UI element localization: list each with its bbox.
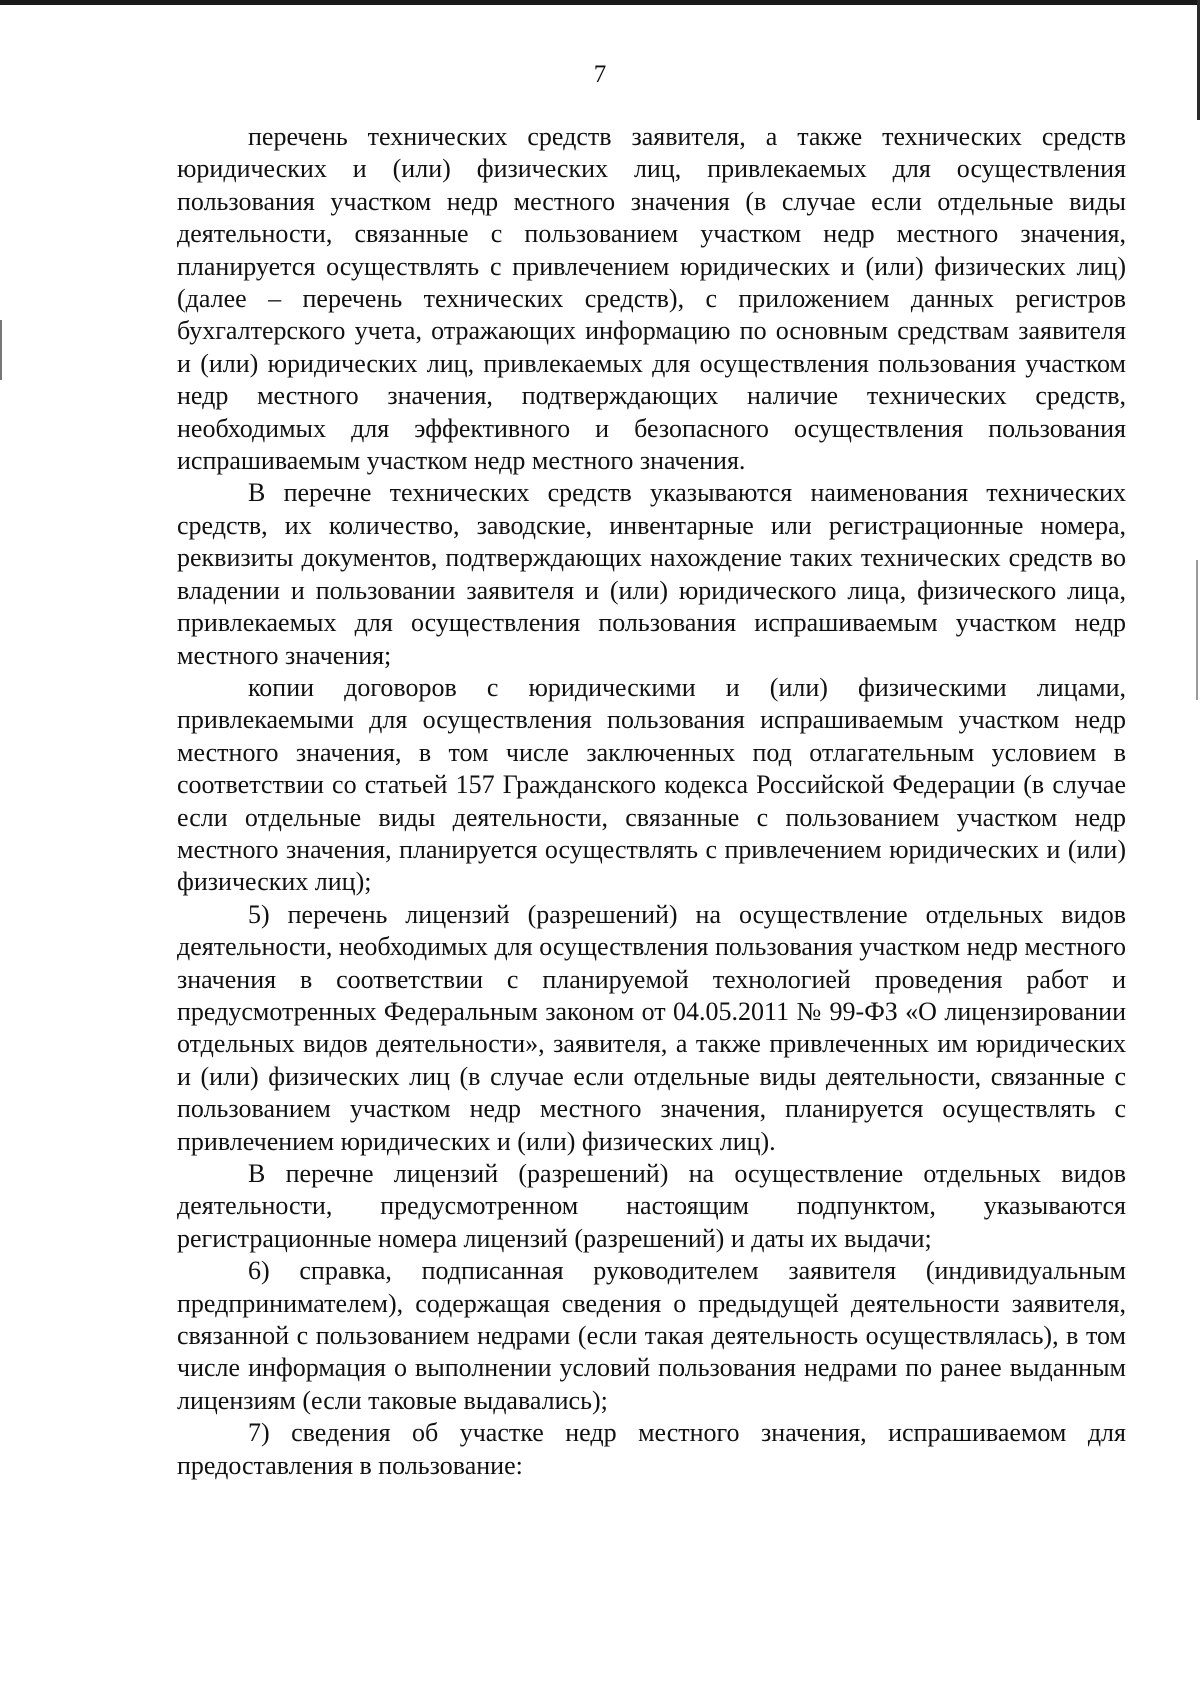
paragraph-contract-copies: копии договоров с юридическими и (или) физическими лицами, привлекаемыми для осуществления пользования испрашиваемым участком недр местного значения, в том числе заключенных под отлагательным условием в соответствии со статьей 157 Гражданского кодекса Российской Федерации (в случае если отдельные виды деятельности, связанные с пользованием участком недр местного значения, планируется осуществлять с привлечением юридических и (или) физических лиц); [177, 672, 1126, 897]
document-body [177, 121, 1126, 1482]
paragraph-licenses-details: В перечне лицензий (разрешений) на осуществление отдельных видов деятельности, предусмотренном настоящим подпунктом, указываются регистрационные номера лицензий (разрешений) и даты их выдачи; [177, 1159, 1126, 1253]
paragraph-item-5-licenses: 5) перечень лицензий (разрешений) на осуществление отдельных видов деятельности, необходимых для осуществления пользования участком недр местного значения в соответствии с планируемой технологией проведения работ и предусмотренных Федеральным законом от 04.05.2011 № 99-ФЗ «О лицензировании отдельных видов деятельности», заявителя, а также привлеченных им юридических и (или) физических лиц (в случае если отдельные виды деятельности, связанные с пользованием участком недр местного значения, планируется осуществлять с привлечением юридических и (или) физических лиц). [177, 899, 1126, 1156]
scan-edge-right-lower [1196, 560, 1198, 700]
scan-edge-left [0, 320, 2, 380]
scan-edge-top [0, 0, 1200, 5]
paragraph-item-7-site-info: 7) сведения об участке недр местного значения, испрашиваемом для предоставления в пользование: [177, 1418, 1126, 1480]
paragraph-technical-means-details: В перечне технических средств указываются наименования технических средств, их количество, заводские, инвентарные или регистрационные номера, реквизиты документов, подтверждающих нахождение таких технических средств во владении и пользовании заявителя и (или) юридического лица, физического лица, привлекаемых для осуществления пользования испрашиваемым участком недр местного значения; [177, 478, 1126, 670]
paragraph-technical-means-list: перечень технических средств заявителя, а также технических средств юридических и (или) физических лиц, привлекаемых для осуществления пользования участком недр местного значения (в случае если отдельные виды деятельности, связанные с пользованием участком недр местного значения, планируется осуществлять с привлечением юридических и (или) физических лиц) (далее – перечень технических средств), с приложением данных регистров бухгалтерского учета, отражающих информацию по основным средствам заявителя и (или) юридических лиц, привлекаемых для осуществления пользования участком недр местного значения, подтверждающих наличие технических средств, необходимых для эффективного и безопасного осуществления пользования испрашиваемым участком недр местного значения. [177, 122, 1126, 476]
paragraph-item-6-certificate: 6) справка, подписанная руководителем заявителя (индивидуальным предпринимателем), содержащая сведения о предыдущей деятельности заявителя, связанной с пользованием недрами (если такая деятельность осуществлялась), в том числе информация о выполнении условий пользования недрами по ранее выданным лицензиям (если таковые выдавались); [177, 1256, 1126, 1415]
page-number: 7 [593, 61, 607, 88]
